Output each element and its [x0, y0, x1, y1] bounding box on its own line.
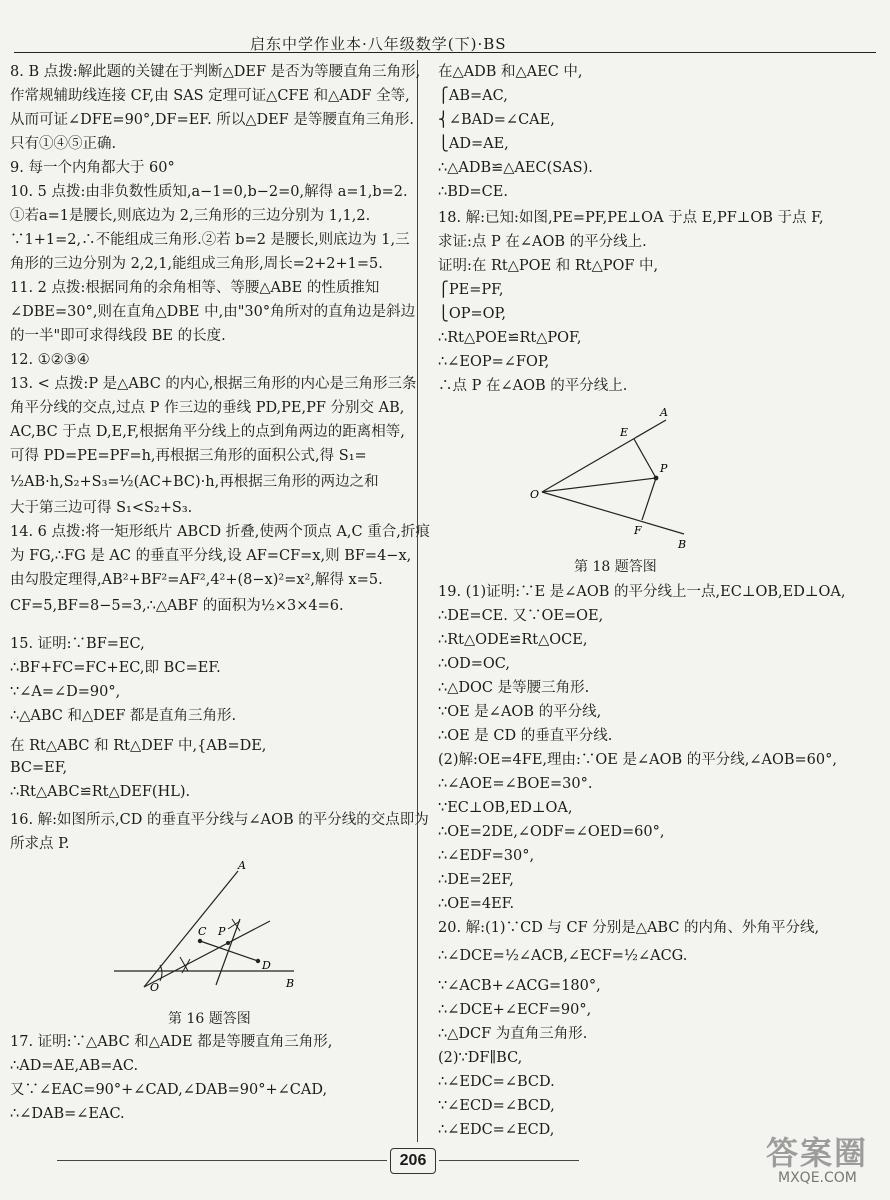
ray-oa: [542, 420, 666, 492]
page-number: 206: [390, 1148, 436, 1174]
text-line: ∴∠EOP=∠FOP,: [438, 354, 550, 370]
text-line: ∴DE=2EF,: [438, 872, 514, 888]
text-line: ∴∠DCE=½∠ACB,∠ECF=½∠ACG.: [438, 948, 688, 964]
text-line: 在 Rt△ABC 和 Rt△DEF 中,{AB=DE,: [10, 738, 267, 754]
text-line: ⎨∠BAD=∠CAE,: [438, 112, 555, 128]
header-title: 启东中学作业本·八年级数学(下)·BS: [250, 35, 507, 53]
figure-16-caption: 第 16 题答图: [168, 1011, 251, 1027]
text-line: ∴OE=4EF.: [438, 896, 515, 912]
figure-18-caption: 第 18 题答图: [574, 559, 657, 575]
text-line: ∴∠DCE+∠ECF=90°,: [438, 1002, 592, 1018]
text-line: 13. < 点拨:P 是△ABC 的内心,根据三角形的内心是三角形三条: [10, 376, 417, 392]
text-line: ∠DBE=30°,则在直角△DBE 中,由"30°角所对的直角边是斜边: [10, 304, 416, 320]
text-line: 19. (1)证明:∵E 是∠AOB 的平分线上一点,EC⊥OB,ED⊥OA,: [438, 584, 846, 600]
text-line: ∴∠EDC=∠BCD.: [438, 1074, 555, 1090]
text-line: 20. 解:(1)∵CD 与 CF 分别是△ABC 的内角、外角平分线,: [438, 920, 820, 936]
text-line: CF=5,BF=8−5=3,∴△ABF 的面积为½×3×4=6.: [10, 598, 344, 614]
text-line: ∴△ADB≌△AEC(SAS).: [438, 160, 593, 176]
text-line: 11. 2 点拨:根据同角的余角相等、等腰△ABE 的性质推知: [10, 280, 380, 296]
label-e: E: [620, 426, 629, 439]
text-line: ∵∠ACB+∠ACG=180°,: [438, 978, 601, 994]
label-p: P: [660, 462, 668, 475]
point-p: [226, 941, 230, 945]
point-p: [654, 476, 659, 481]
text-line: ∵∠ECD=∠BCD,: [438, 1098, 555, 1114]
text-line: ∴AD=AE,AB=AC.: [10, 1058, 139, 1074]
label-a: A: [238, 859, 246, 872]
text-line: (2)∵DF∥BC,: [438, 1050, 523, 1066]
text-line: (2)解:OE=4FE,理由:∵OE 是∠AOB 的平分线,∠AOB=60°,: [438, 752, 837, 768]
text-line: 作常规辅助线连接 CF,由 SAS 定理可证△CFE 和△ADF 全等,: [10, 88, 410, 104]
text-line: ∵1+1=2,∴不能组成三角形.②若 b=2 是腰长,则底边为 1,三: [10, 232, 410, 248]
label-b: B: [286, 977, 295, 990]
text-line: ⎧PE=PF,: [438, 282, 504, 298]
text-line: 从而可证∠DFE=90°,DF=EF. 所以△DEF 是等腰直角三角形.: [10, 112, 414, 128]
text-line: 18. 解:已知:如图,PE=PF,PE⊥OA 于点 E,PF⊥OB 于点 F,: [438, 210, 824, 226]
ray-ob: [542, 492, 684, 534]
text-line: 14. 6 点拨:将一矩形纸片 ABCD 折叠,使两个顶点 A,C 重合,折痕: [10, 524, 430, 540]
label-f: F: [634, 524, 642, 537]
point-d: [256, 959, 260, 963]
text-line: 求证:点 P 在∠AOB 的平分线上.: [438, 234, 647, 250]
text-line: 为 FG,∴FG 是 AC 的垂直平分线,设 AF=CF=x,则 BF=4−x,: [10, 548, 412, 564]
label-c: C: [198, 925, 207, 938]
label-b: B: [678, 538, 687, 550]
text-line: 只有①④⑤正确.: [10, 136, 117, 152]
text-line: ∴Rt△ODE≌Rt△OCE,: [438, 632, 588, 648]
label-o: O: [530, 488, 540, 501]
text-line: 可得 PD=PE=PF=h,再根据三角形的面积公式,得 S₁=: [10, 448, 367, 464]
text-line: 17. 证明:∵△ABC 和△ADE 都是等腰直角三角形,: [10, 1034, 333, 1050]
text-line: ⎩AD=AE,: [438, 136, 509, 152]
text-line: 9. 每一个内角都大于 60°: [10, 160, 175, 176]
text-line: ∴BD=CE.: [438, 184, 508, 200]
header-rule: [14, 52, 876, 53]
text-line: 大于第三边可得 S₁<S₂+S₃.: [10, 500, 193, 516]
text-line: ∴DE=CE. 又∵OE=OE,: [438, 608, 604, 624]
text-line: ∴Rt△ABC≌Rt△DEF(HL).: [10, 784, 191, 800]
text-line: 角平分线的交点,过点 P 作三边的垂线 PD,PE,PF 分别交 AB,: [10, 400, 405, 416]
text-line: 8. B 点拨:解此题的关键在于判断△DEF 是否为等腰直角三角形,: [10, 64, 421, 80]
text-line: 由勾股定理得,AB²+BF²=AF²,4²+(8−x)²=x²,解得 x=5.: [10, 572, 383, 588]
text-line: ∴Rt△POE≌Rt△POF,: [438, 330, 582, 346]
text-line: 又∵∠EAC=90°+∠CAD,∠DAB=90°+∠CAD,: [10, 1082, 328, 1098]
text-line: 12. ①②③④: [10, 352, 90, 368]
text-line: 的一半"即可求得线段 BE 的长度.: [10, 328, 226, 344]
text-line: ∴OE=2DE,∠ODF=∠OED=60°,: [438, 824, 665, 840]
text-line: ∵EC⊥OB,ED⊥OA,: [438, 800, 573, 816]
figure-18: [526, 406, 706, 550]
text-line: ①若a=1是腰长,则底边为 2,三角形的三边分别为 1,1,2.: [10, 208, 371, 224]
text-line: ∴△ABC 和△DEF 都是直角三角形.: [10, 708, 237, 724]
text-line: ∴∠AOE=∠BOE=30°.: [438, 776, 593, 792]
text-line: 10. 5 点拨:由非负数性质知,a−1=0,b−2=0,解得 a=1,b=2.: [10, 184, 408, 200]
text-line: ∴OD=OC,: [438, 656, 510, 672]
angle-bisector: [144, 921, 270, 987]
label-d: D: [262, 959, 271, 972]
text-line: ∴∠EDF=30°,: [438, 848, 535, 864]
text-line: 所求点 P.: [10, 836, 70, 852]
text-line: ∴OE 是 CD 的垂直平分线.: [438, 728, 613, 744]
text-line: ½AB·h,S₂+S₃=½(AC+BC)·h,再根据三角形的两边之和: [10, 474, 379, 490]
text-line: ∴∠DAB=∠EAC.: [10, 1106, 125, 1122]
text-line: ∴点 P 在∠AOB 的平分线上.: [438, 378, 628, 394]
text-line: ∵∠A=∠D=90°,: [10, 684, 121, 700]
watermark-text: 答案圈: [766, 1134, 869, 1172]
text-line: ⎩OP=OP,: [438, 306, 506, 322]
label-p: P: [218, 925, 226, 938]
segment-pe: [634, 439, 656, 478]
segment-pf: [642, 478, 656, 520]
text-line: 16. 解:如图所示,CD 的垂直平分线与∠AOB 的平分线的交点即为: [10, 812, 429, 828]
text-line: ⎧AB=AC,: [438, 88, 508, 104]
text-line: ∴∠EDC=∠ECD,: [438, 1122, 555, 1138]
column-divider: [417, 60, 418, 1142]
text-line: ∴BF+FC=FC+EC,即 BC=EF.: [10, 660, 221, 676]
text-line: ∴△DCF 为直角三角形.: [438, 1026, 588, 1042]
text-line: AC,BC 于点 D,E,F,根据角平分线上的点到角两边的距离相等,: [10, 424, 405, 440]
text-line: ∵OE 是∠AOB 的平分线,: [438, 704, 602, 720]
text-line: 角形的三边分别为 2,2,1,能组成三角形,周长=2+2+1=5.: [10, 256, 383, 272]
text-line: ∴△DOC 是等腰三角形.: [438, 680, 590, 696]
label-o: O: [150, 981, 160, 994]
point-c: [198, 939, 202, 943]
text-line: 15. 证明:∵BF=EC,: [10, 636, 145, 652]
text-line: BC=EF,: [10, 760, 68, 776]
watermark-logo: [766, 1128, 881, 1192]
figure-16: [108, 857, 298, 997]
label-a: A: [660, 406, 668, 419]
watermark-url: MXQE.COM: [778, 1170, 857, 1186]
text-line: 在△ADB 和△AEC 中,: [438, 64, 583, 80]
text-line: 证明:在 Rt△POE 和 Rt△POF 中,: [438, 258, 659, 274]
segment-op: [542, 478, 656, 492]
